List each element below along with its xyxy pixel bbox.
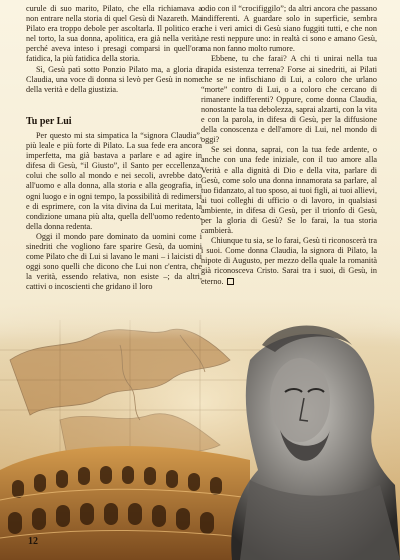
paragraph: Sì, Gesù patì sotto Ponzio Pilato ma, a gloria di Claudia, una voce di donna si levò per Gesù in nome della verità e della giustizia.: [26, 64, 202, 94]
page-number: 12: [28, 536, 38, 547]
paragraph: Oggi il mondo pare dominato da uomini come i sinedriti che vogliono fare sparire Gesù, da uomini come Pilato che di Lui si lavano le mani – i laicisti di oggi sono quelli che dicono che Lui non c'entra, che la verità, essendo relativa, non esiste –; da altri, cattivi o incoscienti che gridano il loro: [26, 231, 202, 292]
paragraph: Se sei donna, saprai, con la tua fede ardente, o anche con una fede iniziale, con il tuo amore alla Verità e alla dignità di Dio e della vita, parlare di Gesù, come solo una donna innamorata sa parlare, al tuo fidanzato, al tuo sposo, ai tuoi figli, ai tuoi allievi, ai tuoi colleghi di ufficio o di lavoro, in qualsiasi ambiente, in difesa di Gesù, per il trionfo di Gesù, per la gloria di Gesù? Se lo farai, la tua storia cambierà.: [201, 145, 377, 236]
paragraph: odio con il “crocifiggilo”; da altri ancora che passano indifferenti. A guardare solo in superficie, sembra che i veri amici di Gesù siano fuggiti tutti, e che non ne resti neppure uno: in realtà ci sono e amano Gesù, ma non fanno molto rumore.: [201, 4, 377, 54]
paragraph-text: Chiunque tu sia, se lo farai, Gesù ti riconoscerà tra i suoi. Come donna Claudia, la signora di Pilato, la nipote di Augusto, per mezzo della quale la romanità già riconosceva Cristo. Sarai tra i suoi, di Gesù, in eterno.: [201, 236, 377, 286]
end-of-article-icon: [227, 278, 234, 285]
right-column: [201, 4, 377, 287]
paragraph: curule di suo marito, Pilato, che ella richiamava a non entrare nella storia di quel Gesù di Nazareth. Ma Pilato era troppo debole per ascoltarla. Il politico era nel torto, la sua donna, apolitica, era già nella verità, perché aveva inteso i presagi comparsi in quell'ora fatidica, la più fatidica della storia.: [26, 4, 202, 64]
left-column: [26, 4, 202, 292]
paragraph: Ebbene, tu che farai? A chi ti unirai nella tua rapida esistenza terrena? Forse ai sinedriti, ai Pilati che se ne infischiano di Lui, a coloro che urlano “morte” contro di Lui, o a coloro che cercano di rimanere indifferenti? Oppure, come donna Claudia, nonostante la tua debolezza, saprai alzarti, con la vita e con la parola, in difesa di Gesù, per la diffusione della conoscenza e dell'amore di Lui, nel mondo di oggi?: [201, 54, 377, 145]
paragraph: Per questo mi sta simpatica la “signora Claudia”, più leale e più forte di Pilato. La sua fede era ancora imperfetta, ma già bastava a parlare e ad agire in difesa di Gesù, “il Giusto”, il Santo per eccellenza, colui che sollo al mondo e nei secoli, avrebbe dato all'uomo e alla donna, alla storia e alla geografia, in ogni luogo e in ogni tempo, la possibilità di redimersi e di esprimere, con la vita divina da Lui meritata, la condizione umana più alta, quella dell'uomo redento, della donna redenta.: [26, 130, 202, 231]
paragraph-final: [201, 236, 377, 286]
section-heading: Tu per Lui: [26, 115, 72, 127]
